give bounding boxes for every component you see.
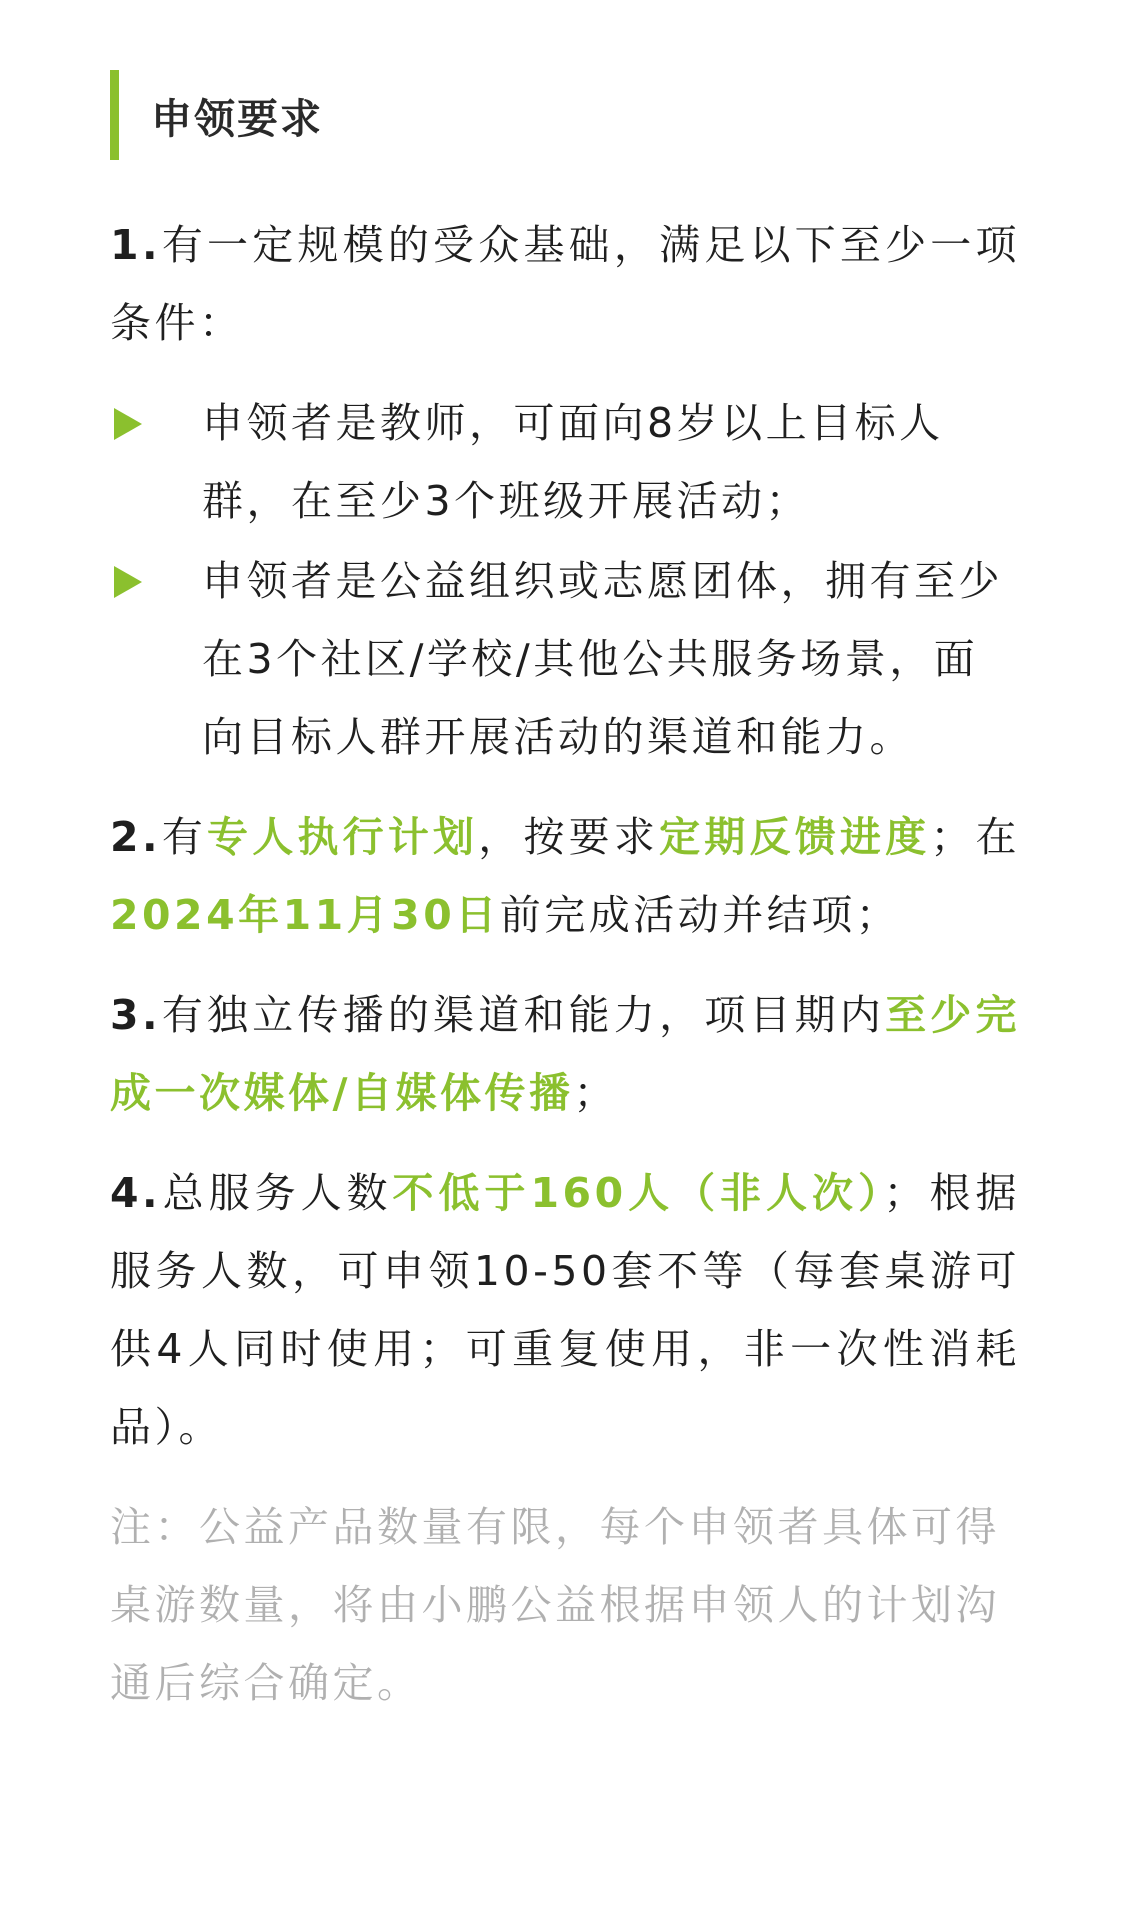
list-item [110, 542, 1020, 776]
requirement-number: 2. [110, 813, 162, 861]
requirement-number: 1. [110, 221, 162, 269]
triangle-right-icon [114, 566, 142, 598]
highlight-date: 2024年11月30日 [110, 891, 500, 939]
condition-text: 申领者是教师，可面向8岁以上目标人群，在至少3个班级开展活动； [202, 399, 944, 525]
requirement-number: 4. [110, 1169, 162, 1217]
requirement-4 [110, 1154, 1020, 1466]
note-text: 注：公益产品数量有限，每个申领者具体可得桌游数量，将由小鹏公益根据申领人的计划沟通后综合确定。 [110, 1503, 1000, 1707]
highlight-text: 不低于160人（非人次） [392, 1169, 884, 1217]
requirements-section [110, 70, 1020, 1763]
requirement-number: 3. [110, 991, 162, 1039]
requirement-text: 总服务人数 [161, 1169, 393, 1217]
accent-bar [110, 70, 119, 160]
section-title: 申领要求 [151, 94, 323, 143]
requirement-text: 有独立传播的渠道和能力，项目期内 [161, 991, 886, 1039]
requirement-text: ；在 [930, 813, 1021, 861]
triangle-right-icon [114, 408, 142, 440]
requirement-text: 有一定规模的受众基础，满足以下至少一项条件： [110, 221, 1020, 347]
requirement-2 [110, 798, 1020, 954]
condition-text: 申领者是公益组织或志愿团体，拥有至少在3个社区/学校/其他公共服务场景，面向目标人群开展活动的渠道和能力。 [202, 557, 1003, 761]
requirement-text: ；根据服务人数，可申领10-50套不等（每套桌游可供4人同时使用；可重复使用，非一次性消耗品）。 [110, 1169, 1021, 1451]
highlight-text: 定期反馈进度 [659, 813, 931, 861]
requirement-text: ； [573, 1069, 618, 1117]
requirement-3 [110, 976, 1020, 1132]
requirement-text: 有 [161, 813, 208, 861]
requirement-1 [110, 206, 1020, 362]
highlight-text: 专人执行计划 [207, 813, 479, 861]
condition-list [110, 384, 1020, 776]
highlight-text: 至少完成一次媒体/自媒体传播 [110, 991, 1021, 1117]
requirement-text: ，按要求 [478, 813, 660, 861]
list-item [110, 384, 1020, 540]
section-header [110, 70, 1020, 160]
requirement-text: 前完成活动并结项； [499, 891, 901, 939]
